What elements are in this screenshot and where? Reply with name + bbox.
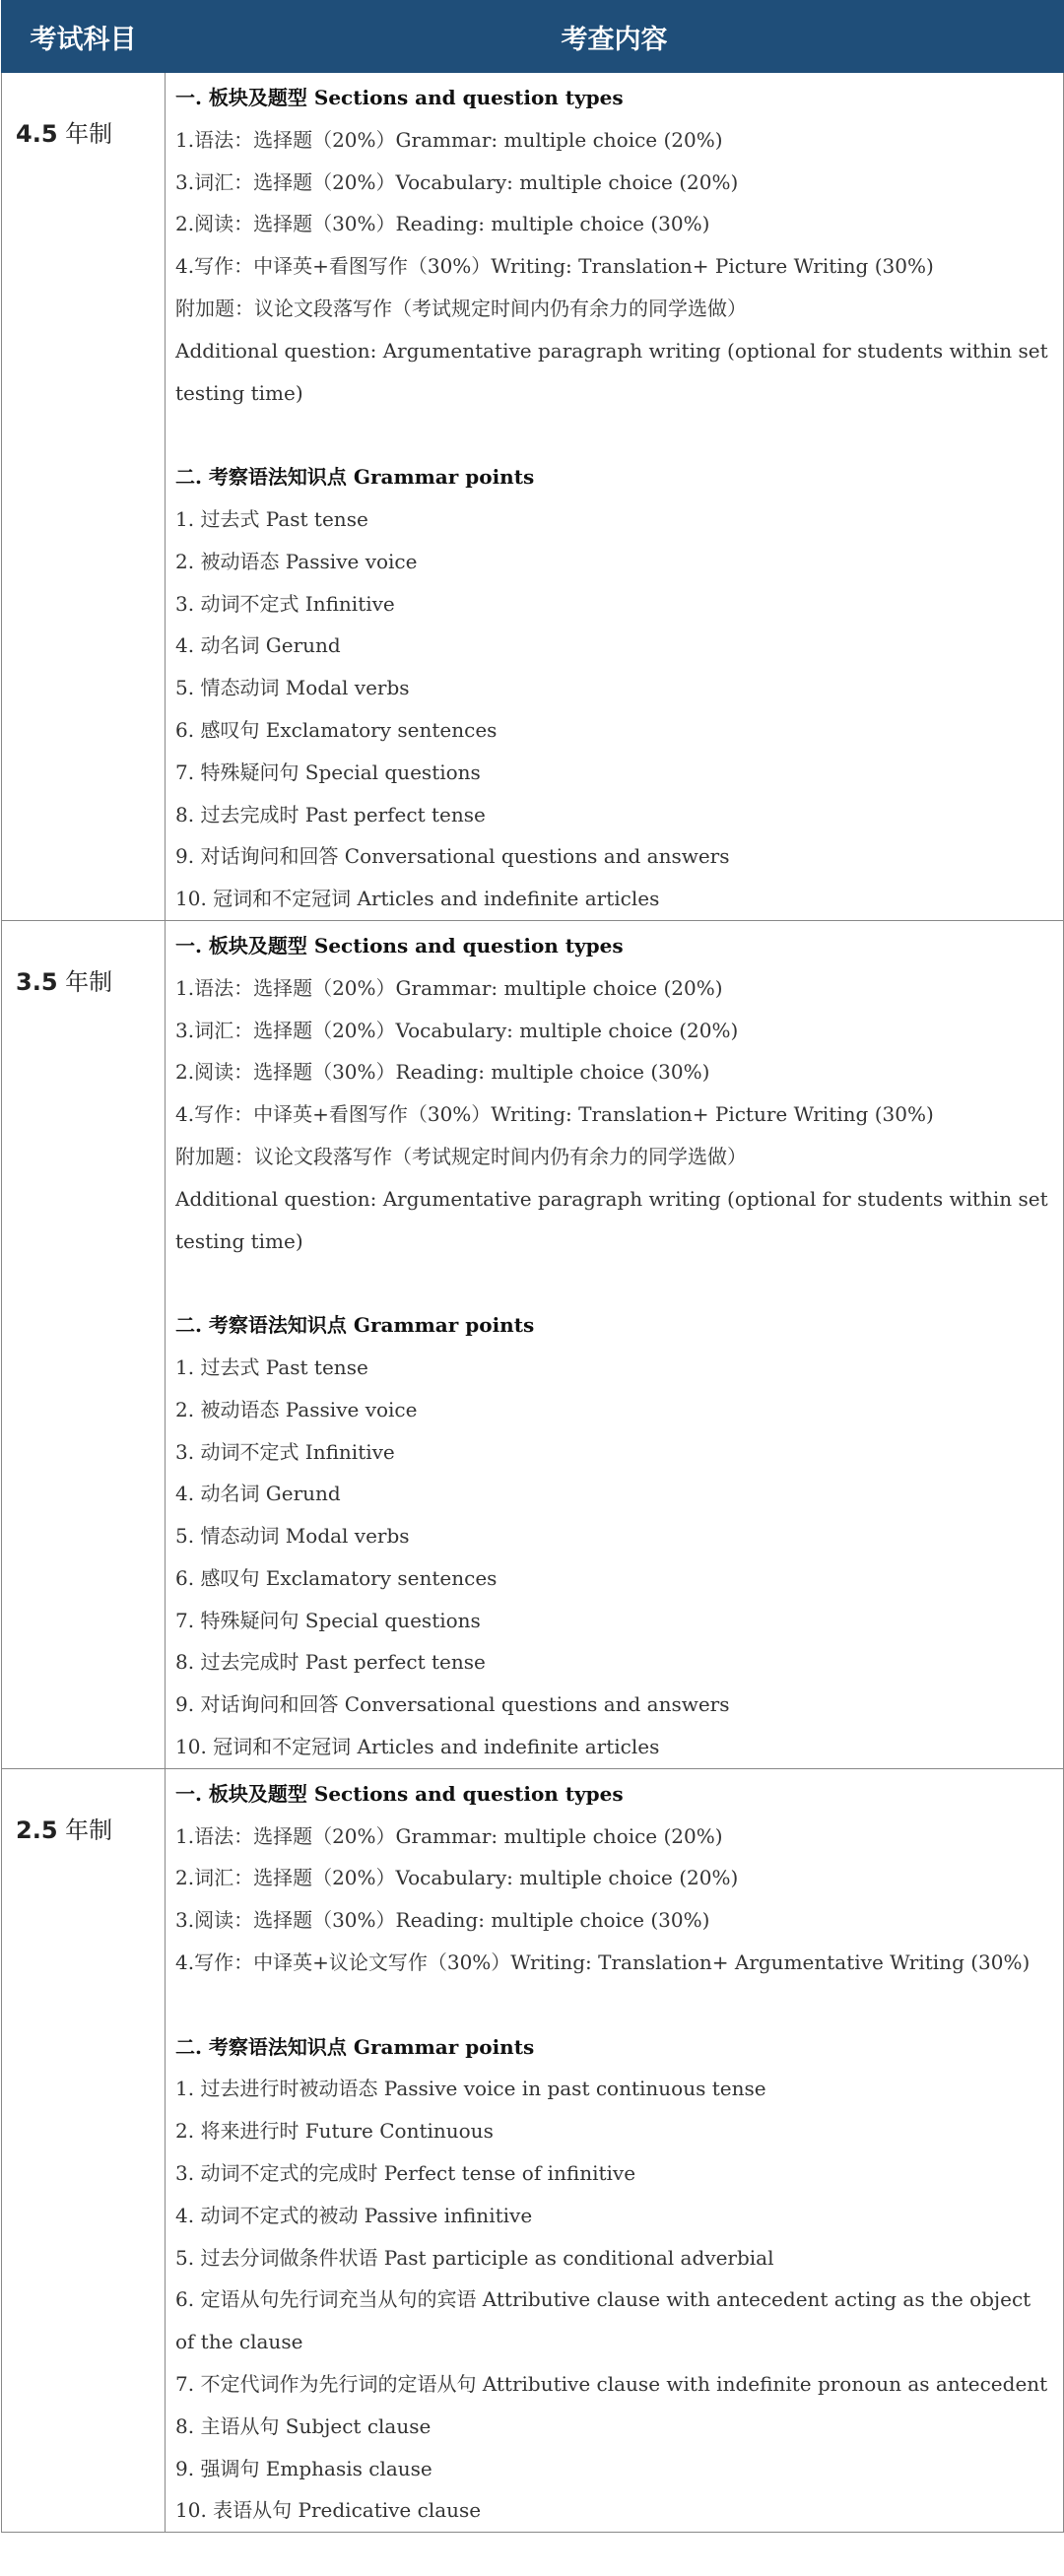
spacer <box>175 1262 1053 1304</box>
list-item: Additional question: Argumentative paragraph writing (optional for students within set testing time) <box>175 338 1048 405</box>
list-item: 3.词汇：选择题（20%）Vocabulary: multiple choice (20%) <box>175 169 739 194</box>
list-item: 7. 特殊疑问句 Special questions <box>175 760 481 784</box>
section-title: 二. 考察语法知识点 Grammar points <box>175 465 535 490</box>
list-item: Additional question: Argumentative paragraph writing (optional for students within set testing time) <box>175 1186 1048 1253</box>
list-item: 2.阅读：选择题（30%）Reading: multiple choice (30%) <box>175 212 710 236</box>
list-item: 8. 过去完成时 Past perfect tense <box>175 802 486 826</box>
list-item: 4. 动词不定式的被动 Passive infinitive <box>175 2203 533 2227</box>
list-item: 3. 动词不定式 Infinitive <box>175 591 395 616</box>
list-item: 8. 过去完成时 Past perfect tense <box>175 1650 486 1675</box>
list-item: 3. 动词不定式 Infinitive <box>175 1439 395 1464</box>
section-title: 二. 考察语法知识点 Grammar points <box>175 1313 535 1338</box>
list-item: 4. 动名词 Gerund <box>175 1482 341 1506</box>
list-item: 7. 不定代词作为先行词的定语从句 Attributive clause with indefinite pronoun as antecedent <box>175 2372 1048 2397</box>
list-item: 10. 冠词和不定冠词 Articles and indefinite articles <box>175 1735 660 1759</box>
table-row <box>2 73 1064 921</box>
header-exam-content: 考查内容 <box>166 1 1064 73</box>
list-item: 10. 冠词和不定冠词 Articles and indefinite articles <box>175 887 660 911</box>
grade-number: 3.5 <box>16 967 58 996</box>
list-item: 4.写作：中译英+看图写作（30%）Writing: Translation+ Picture Writing (30%) <box>175 254 934 279</box>
list-item: 附加题：议论文段落写作（考试规定时间内仍有余力的同学选做） <box>175 1144 747 1168</box>
list-item: 6. 感叹句 Exclamatory sentences <box>175 717 498 742</box>
grade-unit: 年制 <box>65 967 113 996</box>
list-item: 2. 将来进行时 Future Continuous <box>175 2119 494 2144</box>
list-item: 3.词汇：选择题（20%）Vocabulary: multiple choice (20%) <box>175 1018 739 1042</box>
section-title: 一. 板块及题型 Sections and question types <box>175 933 624 958</box>
list-item: 6. 感叹句 Exclamatory sentences <box>175 1565 498 1590</box>
grade-unit: 年制 <box>65 120 113 148</box>
list-item: 9. 对话询问和回答 Conversational questions and answers <box>175 1692 730 1717</box>
list-item: 5. 过去分词做条件状语 Past participle as conditional adverbial <box>175 2245 774 2270</box>
list-item: 1.语法：选择题（20%）Grammar: multiple choice (20%) <box>175 127 723 152</box>
spacer <box>175 1984 1053 2026</box>
header-exam-subject: 考试科目 <box>2 1 166 73</box>
list-item: 1. 过去式 Past tense <box>175 506 368 531</box>
table-row <box>2 1768 1064 2532</box>
list-item: 1. 过去式 Past tense <box>175 1354 368 1379</box>
list-item: 6. 定语从句先行词充当从句的宾语 Attributive clause with antecedent acting as the object of the clause <box>175 2287 1031 2354</box>
table-header-row <box>2 1 1064 73</box>
grade-cell <box>2 73 166 921</box>
list-item: 5. 情态动词 Modal verbs <box>175 1524 410 1549</box>
list-item: 1.语法：选择题（20%）Grammar: multiple choice (20%) <box>175 1823 723 1848</box>
table-row <box>2 920 1064 1768</box>
list-item: 8. 主语从句 Subject clause <box>175 2413 432 2438</box>
content-cell <box>166 920 1064 1768</box>
section-title: 二. 考察语法知识点 Grammar points <box>175 2034 535 2059</box>
section-title: 一. 板块及题型 Sections and question types <box>175 1781 624 1806</box>
list-item: 2.阅读：选择题（30%）Reading: multiple choice (30%) <box>175 1060 710 1085</box>
list-item: 9. 强调句 Emphasis clause <box>175 2456 432 2480</box>
list-item: 2. 被动语态 Passive voice <box>175 549 418 573</box>
content-cell <box>166 1768 1064 2532</box>
list-item: 1.语法：选择题（20%）Grammar: multiple choice (20%) <box>175 975 723 1000</box>
list-item: 2.词汇：选择题（20%）Vocabulary: multiple choice (20%) <box>175 1866 739 1890</box>
list-item: 2. 被动语态 Passive voice <box>175 1397 418 1421</box>
list-item: 4.写作：中译英+议论文写作（30%）Writing: Translation+ Argumentative Writing (30%) <box>175 1950 1031 1975</box>
list-item: 3. 动词不定式的完成时 Perfect tense of infinitive <box>175 2161 636 2186</box>
grade-number: 4.5 <box>16 120 58 148</box>
list-item: 7. 特殊疑问句 Special questions <box>175 1608 481 1632</box>
list-item: 4.写作：中译英+看图写作（30%）Writing: Translation+ Picture Writing (30%) <box>175 1102 934 1127</box>
list-item: 3.阅读：选择题（30%）Reading: multiple choice (30%) <box>175 1908 710 1933</box>
grade-number: 2.5 <box>16 1816 58 1844</box>
list-item: 9. 对话询问和回答 Conversational questions and answers <box>175 844 730 869</box>
list-item: 附加题：议论文段落写作（考试规定时间内仍有余力的同学选做） <box>175 296 747 320</box>
list-item: 5. 情态动词 Modal verbs <box>175 676 410 700</box>
list-item: 10. 表语从句 Predicative clause <box>175 2498 482 2523</box>
section-title: 一. 板块及题型 Sections and question types <box>175 86 624 109</box>
list-item: 4. 动名词 Gerund <box>175 633 341 658</box>
grade-cell <box>2 1768 166 2532</box>
spacer <box>175 414 1053 456</box>
content-cell <box>166 73 1064 921</box>
grade-unit: 年制 <box>65 1816 113 1844</box>
exam-content-table <box>1 0 1064 2533</box>
list-item: 1. 过去进行时被动语态 Passive voice in past continuous tense <box>175 2077 766 2101</box>
grade-cell <box>2 920 166 1768</box>
